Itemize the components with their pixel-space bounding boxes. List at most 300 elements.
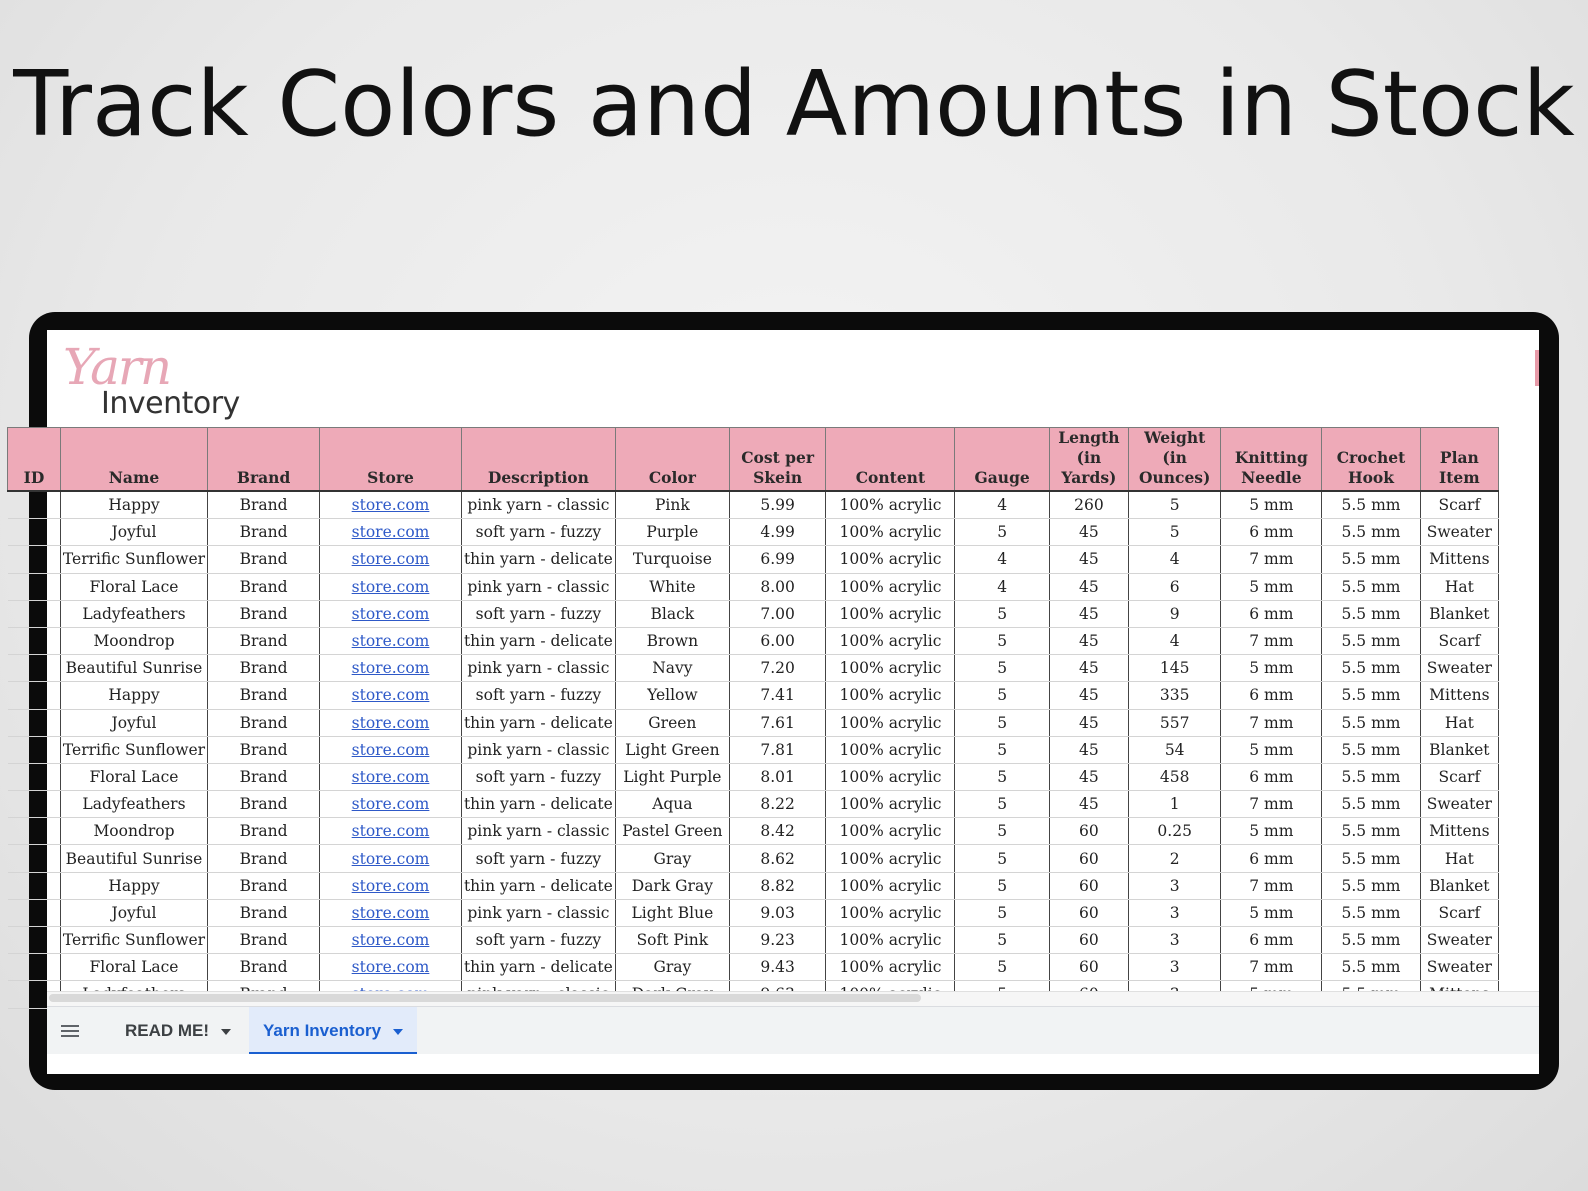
- horizontal-scrollbar-thumb[interactable]: [49, 994, 921, 1002]
- table-row: [8, 872, 1499, 899]
- table-cell[interactable]: Pink: [615, 491, 729, 519]
- table-cell[interactable]: Joyful: [60, 899, 207, 926]
- table-cell[interactable]: 5 mm: [1221, 655, 1322, 682]
- table-cell[interactable]: 7 mm: [1221, 791, 1322, 818]
- table-cell[interactable]: Sweater: [1420, 791, 1498, 818]
- bottom-strip: [47, 1054, 1539, 1074]
- table-cell[interactable]: Brand: [208, 682, 320, 709]
- table-cell[interactable]: Brand: [208, 899, 320, 926]
- table-cell[interactable]: Hat: [1420, 573, 1498, 600]
- table-cell[interactable]: Gray: [615, 954, 729, 981]
- table-row: [8, 818, 1499, 845]
- store-link-cell[interactable]: store.com: [320, 818, 462, 845]
- table-cell[interactable]: 4: [955, 546, 1049, 573]
- table-cell[interactable]: Black: [615, 600, 729, 627]
- table-cell[interactable]: 45: [1049, 546, 1128, 573]
- table-cell[interactable]: 5: [955, 709, 1049, 736]
- column-header-10[interactable]: Weight (in Ounces): [1128, 428, 1220, 492]
- edge-marker: [1535, 350, 1539, 386]
- table-cell[interactable]: Moondrop: [60, 818, 207, 845]
- inventory-table: [7, 427, 1499, 1009]
- table-row: [8, 546, 1499, 573]
- column-header-2[interactable]: Brand: [208, 428, 320, 492]
- table-cell[interactable]: [8, 627, 61, 654]
- table-cell[interactable]: 54: [1128, 736, 1220, 763]
- table-cell[interactable]: 9.43: [729, 954, 826, 981]
- table-cell[interactable]: 100% acrylic: [826, 818, 955, 845]
- table-cell[interactable]: 145: [1128, 655, 1220, 682]
- table-cell[interactable]: 5 mm: [1221, 573, 1322, 600]
- table-cell[interactable]: 8.82: [729, 872, 826, 899]
- store-link-cell[interactable]: store.com: [320, 682, 462, 709]
- table-cell[interactable]: Brand: [208, 954, 320, 981]
- table-cell[interactable]: 45: [1049, 600, 1128, 627]
- table-cell[interactable]: 5: [955, 872, 1049, 899]
- table-cell[interactable]: 45: [1049, 573, 1128, 600]
- table-cell[interactable]: Brand: [208, 709, 320, 736]
- table-cell[interactable]: [8, 872, 61, 899]
- tab-yarn-inventory-label: Yarn Inventory: [263, 1021, 382, 1040]
- table-cell[interactable]: 6.00: [729, 627, 826, 654]
- table-cell[interactable]: Brand: [208, 845, 320, 872]
- table-cell[interactable]: Ladyfeathers: [60, 791, 207, 818]
- table-cell[interactable]: Moondrop: [60, 627, 207, 654]
- table-cell[interactable]: 5: [955, 655, 1049, 682]
- table-cell[interactable]: Brand: [208, 927, 320, 954]
- table-cell[interactable]: [8, 655, 61, 682]
- table-cell[interactable]: Sweater: [1420, 519, 1498, 546]
- table-cell[interactable]: 3: [1128, 899, 1220, 926]
- store-link-cell[interactable]: store.com: [320, 655, 462, 682]
- table-cell[interactable]: Happy: [60, 491, 207, 519]
- table-cell[interactable]: 100% acrylic: [826, 736, 955, 763]
- table-cell[interactable]: 2: [1128, 845, 1220, 872]
- table-cell[interactable]: [8, 573, 61, 600]
- table-cell[interactable]: 4: [955, 573, 1049, 600]
- table-cell[interactable]: Brand: [208, 546, 320, 573]
- table-cell[interactable]: Floral Lace: [60, 954, 207, 981]
- column-header-1[interactable]: Name: [60, 428, 207, 492]
- table-cell[interactable]: 7 mm: [1221, 546, 1322, 573]
- tab-read-me[interactable]: [111, 1007, 245, 1055]
- table-cell[interactable]: Hat: [1420, 845, 1498, 872]
- table-cell[interactable]: 5 mm: [1221, 899, 1322, 926]
- store-link-cell[interactable]: store.com: [320, 845, 462, 872]
- table-cell[interactable]: 5.5 mm: [1322, 709, 1420, 736]
- table-cell[interactable]: Mittens: [1420, 546, 1498, 573]
- table-cell[interactable]: 6.99: [729, 546, 826, 573]
- table-cell[interactable]: 260: [1049, 491, 1128, 519]
- table-cell[interactable]: [8, 927, 61, 954]
- table-cell[interactable]: 0.25: [1128, 818, 1220, 845]
- table-cell[interactable]: [8, 491, 61, 519]
- table-cell[interactable]: 8.01: [729, 763, 826, 790]
- table-cell[interactable]: 100% acrylic: [826, 600, 955, 627]
- table-cell[interactable]: 100% acrylic: [826, 682, 955, 709]
- column-header-12[interactable]: Crochet Hook: [1322, 428, 1420, 492]
- store-link-cell[interactable]: store.com: [320, 927, 462, 954]
- table-cell[interactable]: 7.61: [729, 709, 826, 736]
- table-cell[interactable]: 5: [1128, 519, 1220, 546]
- store-link-cell[interactable]: store.com: [320, 954, 462, 981]
- spreadsheet-screen: [23, 330, 1539, 1074]
- table-cell[interactable]: 5: [955, 818, 1049, 845]
- table-cell[interactable]: Light Blue: [615, 899, 729, 926]
- table-cell[interactable]: Light Purple: [615, 763, 729, 790]
- column-header-8[interactable]: Gauge: [955, 428, 1049, 492]
- table-row: [8, 655, 1499, 682]
- column-header-11[interactable]: Knitting Needle: [1221, 428, 1322, 492]
- table-cell[interactable]: 100% acrylic: [826, 763, 955, 790]
- table-cell[interactable]: soft yarn - fuzzy: [461, 845, 615, 872]
- table-cell[interactable]: [8, 736, 61, 763]
- table-cell[interactable]: 5: [955, 845, 1049, 872]
- table-cell[interactable]: 5.5 mm: [1322, 791, 1420, 818]
- table-cell[interactable]: Brand: [208, 763, 320, 790]
- table-cell[interactable]: 7.41: [729, 682, 826, 709]
- table-cell[interactable]: 5.5 mm: [1322, 655, 1420, 682]
- table-cell[interactable]: 7 mm: [1221, 709, 1322, 736]
- table-cell[interactable]: 5: [955, 954, 1049, 981]
- table-cell[interactable]: 8.00: [729, 573, 826, 600]
- store-link-cell[interactable]: store.com: [320, 573, 462, 600]
- store-link-cell[interactable]: store.com: [320, 791, 462, 818]
- table-row: [8, 845, 1499, 872]
- table-cell[interactable]: pink yarn - classic: [461, 573, 615, 600]
- table-cell[interactable]: Gray: [615, 845, 729, 872]
- tab-read-me-label: READ ME!: [125, 1021, 210, 1040]
- table-cell[interactable]: Scarf: [1420, 491, 1498, 519]
- table-cell[interactable]: 3: [1128, 927, 1220, 954]
- table-cell[interactable]: 5: [955, 791, 1049, 818]
- table-cell[interactable]: 100% acrylic: [826, 491, 955, 519]
- table-cell[interactable]: 5.5 mm: [1322, 519, 1420, 546]
- table-cell[interactable]: 4: [1128, 627, 1220, 654]
- table-cell[interactable]: 45: [1049, 519, 1128, 546]
- table-cell[interactable]: 5: [955, 927, 1049, 954]
- table-cell[interactable]: Dark Gray: [615, 872, 729, 899]
- table-cell[interactable]: Purple: [615, 519, 729, 546]
- headline: Track Colors and Amounts in Stock: [13, 52, 1575, 157]
- table-cell[interactable]: 5: [955, 600, 1049, 627]
- table-cell[interactable]: Mittens: [1420, 682, 1498, 709]
- table-cell[interactable]: Hat: [1420, 709, 1498, 736]
- table-cell[interactable]: 45: [1049, 763, 1128, 790]
- table-cell[interactable]: Brand: [208, 655, 320, 682]
- table-cell[interactable]: Brown: [615, 627, 729, 654]
- table-cell[interactable]: 5 mm: [1221, 818, 1322, 845]
- table-cell[interactable]: 4: [955, 491, 1049, 519]
- column-header-7[interactable]: Content: [826, 428, 955, 492]
- table-cell[interactable]: [8, 818, 61, 845]
- table-cell[interactable]: thin yarn - delicate: [461, 627, 615, 654]
- table-cell[interactable]: Sweater: [1420, 927, 1498, 954]
- table-row: [8, 682, 1499, 709]
- table-cell[interactable]: 6: [1128, 573, 1220, 600]
- table-cell[interactable]: 4: [1128, 546, 1220, 573]
- table-cell[interactable]: White: [615, 573, 729, 600]
- column-header-13[interactable]: Plan Item: [1420, 428, 1498, 492]
- table-cell[interactable]: 100% acrylic: [826, 519, 955, 546]
- table-cell[interactable]: thin yarn - delicate: [461, 954, 615, 981]
- table-cell[interactable]: thin yarn - delicate: [461, 872, 615, 899]
- table-cell[interactable]: Joyful: [60, 709, 207, 736]
- table-cell[interactable]: 100% acrylic: [826, 954, 955, 981]
- table-cell[interactable]: Terrific Sunflower: [60, 736, 207, 763]
- table-cell[interactable]: Green: [615, 709, 729, 736]
- store-link-cell[interactable]: store.com: [320, 709, 462, 736]
- table-cell[interactable]: 60: [1049, 845, 1128, 872]
- table-cell[interactable]: 5: [955, 682, 1049, 709]
- table-row: [8, 491, 1499, 519]
- store-link-cell[interactable]: store.com: [320, 736, 462, 763]
- table-cell[interactable]: 60: [1049, 872, 1128, 899]
- column-header-4[interactable]: Description: [461, 428, 615, 492]
- table-cell[interactable]: 5: [955, 519, 1049, 546]
- table-cell[interactable]: Happy: [60, 872, 207, 899]
- table-cell[interactable]: pink yarn - classic: [461, 818, 615, 845]
- store-link-cell[interactable]: store.com: [320, 600, 462, 627]
- column-header-6[interactable]: Cost per Skein: [729, 428, 826, 492]
- table-row: [8, 927, 1499, 954]
- table-cell[interactable]: 8.42: [729, 818, 826, 845]
- table-row: [8, 627, 1499, 654]
- tab-yarn-inventory[interactable]: [249, 1007, 417, 1055]
- table-cell[interactable]: [8, 600, 61, 627]
- table-cell[interactable]: 100% acrylic: [826, 546, 955, 573]
- table-cell[interactable]: 5.5 mm: [1322, 546, 1420, 573]
- table-cell[interactable]: 7.81: [729, 736, 826, 763]
- table-cell[interactable]: 5.5 mm: [1322, 872, 1420, 899]
- table-cell[interactable]: Sweater: [1420, 655, 1498, 682]
- table-cell[interactable]: 100% acrylic: [826, 655, 955, 682]
- table-cell[interactable]: [8, 709, 61, 736]
- table-cell[interactable]: soft yarn - fuzzy: [461, 682, 615, 709]
- table-cell[interactable]: 5.5 mm: [1322, 845, 1420, 872]
- table-cell[interactable]: 3: [1128, 954, 1220, 981]
- table-cell[interactable]: pink yarn - classic: [461, 491, 615, 519]
- table-cell[interactable]: Beautiful Sunrise: [60, 845, 207, 872]
- table-cell[interactable]: 6 mm: [1221, 845, 1322, 872]
- table-cell[interactable]: 6 mm: [1221, 600, 1322, 627]
- table-cell[interactable]: Ladyfeathers: [60, 600, 207, 627]
- table-cell[interactable]: 45: [1049, 736, 1128, 763]
- table-cell[interactable]: 6 mm: [1221, 763, 1322, 790]
- table-cell[interactable]: Scarf: [1420, 763, 1498, 790]
- table-cell[interactable]: Beautiful Sunrise: [60, 655, 207, 682]
- table-cell[interactable]: 100% acrylic: [826, 845, 955, 872]
- table-cell[interactable]: pink yarn - classic: [461, 655, 615, 682]
- table-cell[interactable]: 3: [1128, 872, 1220, 899]
- table-cell[interactable]: thin yarn - delicate: [461, 791, 615, 818]
- table-cell[interactable]: 5.5 mm: [1322, 818, 1420, 845]
- table-cell[interactable]: 8.22: [729, 791, 826, 818]
- table-cell[interactable]: 100% acrylic: [826, 627, 955, 654]
- table-cell[interactable]: 4.99: [729, 519, 826, 546]
- table-cell[interactable]: Brand: [208, 519, 320, 546]
- table-cell[interactable]: [8, 791, 61, 818]
- table-cell[interactable]: [8, 763, 61, 790]
- table-cell[interactable]: pink yarn - classic: [461, 899, 615, 926]
- store-link-cell[interactable]: store.com: [320, 491, 462, 519]
- chevron-down-icon[interactable]: [221, 1029, 231, 1035]
- table-cell[interactable]: Blanket: [1420, 736, 1498, 763]
- table-cell[interactable]: Joyful: [60, 519, 207, 546]
- table-cell[interactable]: Terrific Sunflower: [60, 927, 207, 954]
- table-cell[interactable]: 5 mm: [1221, 736, 1322, 763]
- table-cell[interactable]: Brand: [208, 818, 320, 845]
- table-cell[interactable]: Light Green: [615, 736, 729, 763]
- table-cell[interactable]: 1: [1128, 791, 1220, 818]
- table-cell[interactable]: Terrific Sunflower: [60, 546, 207, 573]
- table-cell[interactable]: 45: [1049, 655, 1128, 682]
- table-cell[interactable]: 5: [955, 627, 1049, 654]
- table-row: [8, 573, 1499, 600]
- all-sheets-menu-icon[interactable]: [61, 1025, 79, 1037]
- table-cell[interactable]: 60: [1049, 954, 1128, 981]
- store-link-cell[interactable]: store.com: [320, 763, 462, 790]
- table-row: [8, 899, 1499, 926]
- table-row: [8, 791, 1499, 818]
- table-cell[interactable]: 335: [1128, 682, 1220, 709]
- table-cell[interactable]: 100% acrylic: [826, 709, 955, 736]
- table-cell[interactable]: 5.5 mm: [1322, 736, 1420, 763]
- table-cell[interactable]: 5.5 mm: [1322, 763, 1420, 790]
- table-cell[interactable]: 100% acrylic: [826, 791, 955, 818]
- table-cell[interactable]: 60: [1049, 818, 1128, 845]
- table-cell[interactable]: 100% acrylic: [826, 927, 955, 954]
- table-cell[interactable]: [8, 682, 61, 709]
- yarn-inventory-logo: [63, 338, 283, 426]
- table-cell[interactable]: thin yarn - delicate: [461, 709, 615, 736]
- table-cell[interactable]: Scarf: [1420, 627, 1498, 654]
- table-cell[interactable]: Navy: [615, 655, 729, 682]
- sheet-tab-bar: [47, 1006, 1539, 1055]
- table-row: [8, 763, 1499, 790]
- logo-word-text: Inventory: [101, 386, 240, 421]
- store-link-cell[interactable]: store.com: [320, 546, 462, 573]
- table-cell[interactable]: soft yarn - fuzzy: [461, 519, 615, 546]
- table-cell[interactable]: Scarf: [1420, 899, 1498, 926]
- table-cell[interactable]: 9.23: [729, 927, 826, 954]
- table-cell[interactable]: 100% acrylic: [826, 872, 955, 899]
- column-header-3[interactable]: Store: [320, 428, 462, 492]
- table-cell[interactable]: 45: [1049, 627, 1128, 654]
- column-header-9[interactable]: Length (in Yards): [1049, 428, 1128, 492]
- store-link-cell[interactable]: store.com: [320, 899, 462, 926]
- table-row: [8, 519, 1499, 546]
- table-row: [8, 954, 1499, 981]
- table-cell[interactable]: soft yarn - fuzzy: [461, 763, 615, 790]
- table-cell[interactable]: 5.5 mm: [1322, 927, 1420, 954]
- table-cell[interactable]: Yellow: [615, 682, 729, 709]
- table-cell[interactable]: thin yarn - delicate: [461, 546, 615, 573]
- table-cell[interactable]: 8.62: [729, 845, 826, 872]
- chevron-down-icon[interactable]: [393, 1029, 403, 1035]
- table-cell[interactable]: 5.5 mm: [1322, 899, 1420, 926]
- table-cell[interactable]: 5: [955, 763, 1049, 790]
- table-cell[interactable]: 45: [1049, 709, 1128, 736]
- table-cell[interactable]: pink yarn - classic: [461, 736, 615, 763]
- table-cell[interactable]: Brand: [208, 491, 320, 519]
- table-cell[interactable]: [8, 845, 61, 872]
- table-cell[interactable]: Soft Pink: [615, 927, 729, 954]
- table-cell[interactable]: soft yarn - fuzzy: [461, 600, 615, 627]
- table-cell[interactable]: 7 mm: [1221, 954, 1322, 981]
- table-cell[interactable]: 45: [1049, 682, 1128, 709]
- table-cell[interactable]: 9: [1128, 600, 1220, 627]
- table-cell[interactable]: Floral Lace: [60, 763, 207, 790]
- table-cell[interactable]: Brand: [208, 573, 320, 600]
- table-cell[interactable]: [8, 546, 61, 573]
- table-cell[interactable]: 5.5 mm: [1322, 600, 1420, 627]
- table-cell[interactable]: 5.99: [729, 491, 826, 519]
- table-cell[interactable]: Happy: [60, 682, 207, 709]
- table-cell[interactable]: 5.5 mm: [1322, 573, 1420, 600]
- table-cell[interactable]: Turquoise: [615, 546, 729, 573]
- table-row: [8, 600, 1499, 627]
- table-row: [8, 709, 1499, 736]
- table-cell[interactable]: Brand: [208, 627, 320, 654]
- table-cell[interactable]: Brand: [208, 736, 320, 763]
- table-cell[interactable]: 60: [1049, 927, 1128, 954]
- table-cell[interactable]: 7 mm: [1221, 872, 1322, 899]
- table-cell[interactable]: 5.5 mm: [1322, 627, 1420, 654]
- table-cell[interactable]: 7.20: [729, 655, 826, 682]
- table-cell[interactable]: Pastel Green: [615, 818, 729, 845]
- table-cell[interactable]: [8, 899, 61, 926]
- store-link-cell[interactable]: store.com: [320, 627, 462, 654]
- table-cell[interactable]: Brand: [208, 872, 320, 899]
- table-cell[interactable]: [8, 954, 61, 981]
- store-link-cell[interactable]: store.com: [320, 519, 462, 546]
- table-cell[interactable]: Brand: [208, 791, 320, 818]
- table-cell[interactable]: Sweater: [1420, 954, 1498, 981]
- table-cell[interactable]: 6 mm: [1221, 682, 1322, 709]
- store-link-cell[interactable]: store.com: [320, 872, 462, 899]
- table-cell[interactable]: Blanket: [1420, 872, 1498, 899]
- table-cell[interactable]: 100% acrylic: [826, 573, 955, 600]
- column-header-0[interactable]: ID: [8, 428, 61, 492]
- table-cell[interactable]: 60: [1049, 899, 1128, 926]
- table-cell[interactable]: 9.03: [729, 899, 826, 926]
- table-cell[interactable]: 5: [955, 736, 1049, 763]
- table-cell[interactable]: Aqua: [615, 791, 729, 818]
- table-cell[interactable]: 5: [1128, 491, 1220, 519]
- table-cell[interactable]: 5.5 mm: [1322, 491, 1420, 519]
- table-cell[interactable]: 7 mm: [1221, 627, 1322, 654]
- table-row: [8, 736, 1499, 763]
- table-cell[interactable]: Brand: [208, 600, 320, 627]
- column-header-5[interactable]: Color: [615, 428, 729, 492]
- table-cell[interactable]: 5.5 mm: [1322, 954, 1420, 981]
- table-cell[interactable]: Mittens: [1420, 818, 1498, 845]
- table-cell[interactable]: 6 mm: [1221, 519, 1322, 546]
- table-cell[interactable]: 5 mm: [1221, 491, 1322, 519]
- table-cell[interactable]: 100% acrylic: [826, 899, 955, 926]
- table-cell[interactable]: [8, 519, 61, 546]
- table-cell[interactable]: 557: [1128, 709, 1220, 736]
- table-cell[interactable]: 45: [1049, 791, 1128, 818]
- table-cell[interactable]: Floral Lace: [60, 573, 207, 600]
- table-cell[interactable]: Blanket: [1420, 600, 1498, 627]
- table-cell[interactable]: 6 mm: [1221, 927, 1322, 954]
- table-cell[interactable]: 458: [1128, 763, 1220, 790]
- table-cell[interactable]: 7.00: [729, 600, 826, 627]
- table-cell[interactable]: soft yarn - fuzzy: [461, 927, 615, 954]
- table-cell[interactable]: 5.5 mm: [1322, 682, 1420, 709]
- table-cell[interactable]: 5: [955, 899, 1049, 926]
